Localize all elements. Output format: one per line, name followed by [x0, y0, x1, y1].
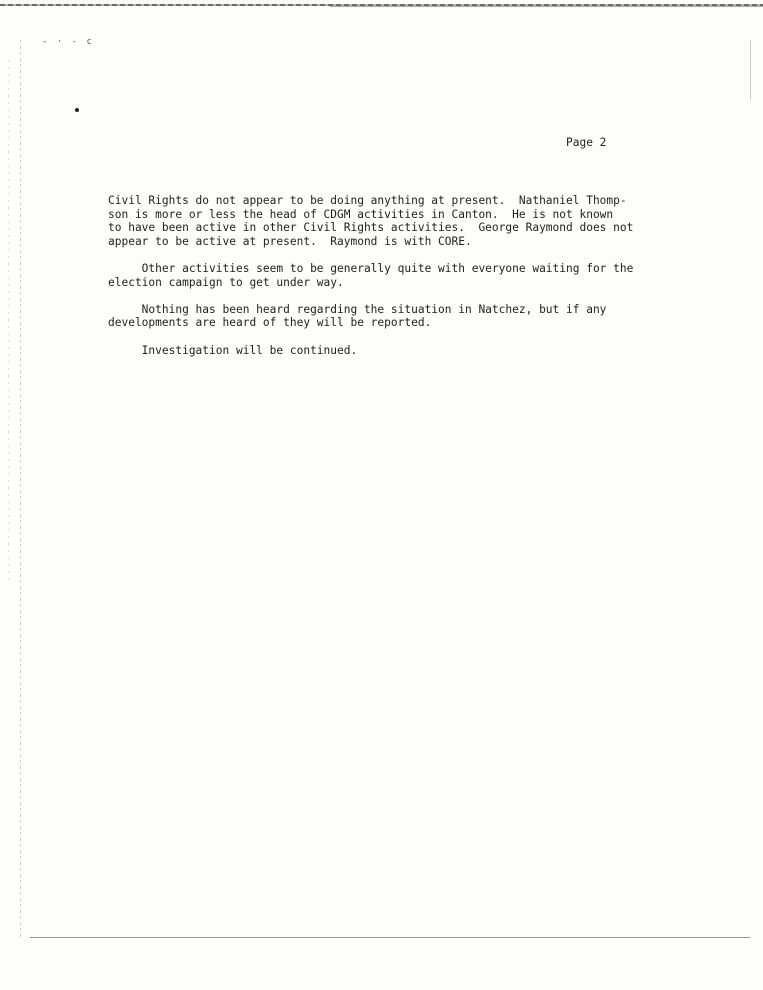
text-line: Nothing has been heard regarding the situation in Natchez, but if any: [108, 302, 607, 316]
paragraph-natchez: [108, 303, 668, 330]
document-body: [108, 194, 668, 371]
paragraph-other-activities: [108, 262, 668, 289]
corner-mark: - · - c: [42, 37, 94, 47]
paragraph-civil-rights: [108, 194, 668, 248]
paragraph-investigation: [108, 344, 668, 358]
scan-edge-top-right: [330, 6, 763, 7]
text-line: Investigation will be continued.: [108, 343, 358, 357]
text-line: Civil Rights do not appear to be doing anything at present. Nathaniel Thomp-: [108, 194, 627, 207]
text-line: developments are heard of they will be reported.: [108, 316, 432, 330]
punch-dot: [75, 108, 79, 112]
text-line: to have been active in other Civil Rights activities. George Raymond does not: [108, 221, 634, 235]
page-number: Page 2: [566, 136, 607, 149]
text-line: son is more or less the head of CDGM activities in Canton. He is not known: [108, 207, 614, 221]
scan-edge-left-inner: [8, 60, 9, 580]
text-line: election campaign to get under way.: [108, 275, 344, 289]
text-line: appear to be active at present. Raymond is with CORE.: [108, 234, 472, 248]
scan-edge-right: [750, 40, 751, 100]
scan-edge-bottom: [30, 937, 750, 938]
text-line: Other activities seem to be generally quite with everyone waiting for the: [108, 261, 634, 275]
scan-edge-left: [20, 40, 21, 940]
